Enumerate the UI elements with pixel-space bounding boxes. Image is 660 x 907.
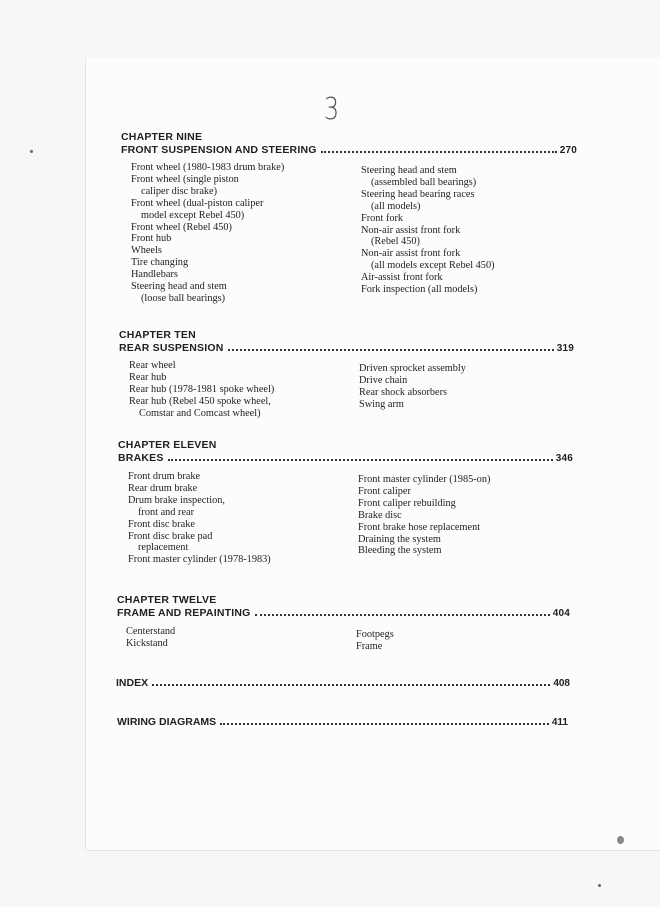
topic-item: Rear hub (1978-1981 spoke wheel) bbox=[129, 383, 275, 395]
topic-item: Front disc brake pad bbox=[128, 530, 213, 542]
topic-item: Non-air assist front fork bbox=[361, 224, 461, 236]
topic-item: Driven sprocket assembly bbox=[359, 363, 466, 374]
topics-right-column bbox=[358, 474, 490, 557]
topic-item: Rear hub bbox=[129, 371, 167, 383]
chapter-title: FRAME AND REPAINTING bbox=[117, 607, 251, 619]
topic-item: Steering head and stem bbox=[131, 281, 227, 293]
topic-item: Rear wheel bbox=[129, 360, 176, 371]
topic-item: Footpegs bbox=[356, 629, 394, 640]
scan-speck bbox=[30, 150, 33, 153]
topic-item: Rear hub (Rebel 450 spoke wheel, bbox=[129, 395, 271, 407]
chapter-page: 404 bbox=[552, 608, 570, 619]
topic-item: Tire changing bbox=[131, 257, 189, 269]
topic-item: Comstar and Comcast wheel) bbox=[139, 407, 261, 419]
topics-left-column bbox=[131, 162, 284, 305]
dot-leader bbox=[228, 349, 554, 351]
chapter-title-row[interactable] bbox=[119, 342, 574, 354]
topic-item: Front disc brake bbox=[128, 518, 195, 530]
topic-item: replacement bbox=[138, 542, 189, 554]
topic-item: Wheels bbox=[131, 245, 162, 257]
topic-item: Drive chain bbox=[359, 374, 408, 386]
topic-item: Front caliper bbox=[358, 485, 411, 497]
topic-item: Fork inspection (all models) bbox=[361, 284, 478, 296]
dot-leader bbox=[220, 723, 549, 725]
topics-right-column bbox=[361, 165, 495, 296]
topic-item: Front brake hose replacement bbox=[358, 521, 481, 533]
handwritten-page-marker: 3 bbox=[323, 92, 340, 127]
topic-item: Front wheel (dual-piston caliper bbox=[131, 197, 264, 209]
chapter-title-row[interactable] bbox=[118, 452, 573, 464]
topics-left-column bbox=[126, 626, 175, 650]
chapter-title-row[interactable] bbox=[117, 607, 570, 619]
index-row[interactable] bbox=[116, 677, 570, 689]
topic-item: Brake disc bbox=[358, 509, 402, 521]
topic-item: Handlebars bbox=[131, 269, 178, 281]
topic-item: Front master cylinder (1985-on) bbox=[358, 474, 491, 485]
topic-item: (Rebel 450) bbox=[371, 236, 420, 248]
chapter-page: 346 bbox=[555, 453, 573, 464]
topic-item: model except Rebel 450) bbox=[141, 209, 245, 221]
chapter-title: REAR SUSPENSION bbox=[119, 342, 224, 354]
wiring-diagrams-row[interactable] bbox=[117, 716, 568, 728]
topics-left-column bbox=[128, 471, 271, 566]
topic-item: Front wheel (1980-1983 drum brake) bbox=[131, 162, 285, 173]
dot-leader bbox=[255, 614, 550, 616]
topics-right-column bbox=[359, 363, 466, 411]
topic-item: Front drum brake bbox=[128, 471, 201, 482]
topic-item: Rear shock absorbers bbox=[359, 386, 448, 398]
topic-item: Rear drum brake bbox=[128, 482, 198, 494]
topic-item: Air-assist front fork bbox=[361, 272, 443, 284]
topic-item: Bleeding the system bbox=[358, 545, 442, 557]
chapter-title: BRAKES bbox=[118, 452, 164, 464]
chapter-page: 270 bbox=[559, 145, 577, 156]
topic-item: Front hub bbox=[131, 233, 172, 245]
index-title: INDEX bbox=[116, 677, 149, 689]
chapter-number: CHAPTER TEN bbox=[119, 329, 196, 341]
topic-item: Steering head bearing races bbox=[361, 188, 475, 200]
chapter-page: 319 bbox=[556, 343, 574, 354]
scan-speck bbox=[598, 884, 601, 887]
dot-leader bbox=[168, 459, 553, 461]
topic-item: Centerstand bbox=[126, 626, 176, 637]
dot-leader bbox=[152, 684, 550, 686]
topic-item: Front fork bbox=[361, 212, 404, 224]
dot-leader bbox=[321, 151, 557, 153]
topic-item: Frame bbox=[356, 640, 383, 652]
chapter-number: CHAPTER NINE bbox=[121, 131, 203, 143]
topic-item: Non-air assist front fork bbox=[361, 248, 461, 260]
topics-left-column bbox=[129, 360, 274, 420]
topic-item: (assembled ball bearings) bbox=[371, 176, 477, 188]
scan-speck bbox=[617, 836, 624, 844]
topic-item: Steering head and stem bbox=[361, 165, 457, 176]
chapter-number: CHAPTER TWELVE bbox=[117, 594, 217, 606]
wiring-diagrams-title: WIRING DIAGRAMS bbox=[117, 716, 217, 728]
topic-item: Kickstand bbox=[126, 637, 168, 649]
chapter-title-row[interactable] bbox=[121, 144, 577, 156]
topic-item: (all models) bbox=[371, 200, 421, 212]
topic-item: Front caliper rebuilding bbox=[358, 497, 456, 509]
index-page: 408 bbox=[553, 678, 570, 689]
topic-item: (all models except Rebel 450) bbox=[371, 260, 495, 272]
topic-item: caliper disc brake) bbox=[141, 185, 218, 197]
topic-item: Swing arm bbox=[359, 398, 404, 410]
topic-item: (loose ball bearings) bbox=[141, 292, 226, 304]
wiring-diagrams-page: 411 bbox=[551, 717, 568, 728]
topic-item: Draining the system bbox=[358, 533, 441, 545]
chapter-number: CHAPTER ELEVEN bbox=[118, 439, 217, 451]
topic-item: front and rear bbox=[138, 506, 195, 518]
topic-item: Front master cylinder (1978-1983) bbox=[128, 554, 271, 566]
topic-item: Front wheel (single piston bbox=[131, 173, 239, 185]
topics-right-column bbox=[356, 629, 394, 653]
topic-item: Front wheel (Rebel 450) bbox=[131, 221, 232, 233]
chapter-title: FRONT SUSPENSION AND STEERING bbox=[121, 144, 317, 156]
topic-item: Drum brake inspection, bbox=[128, 494, 225, 506]
